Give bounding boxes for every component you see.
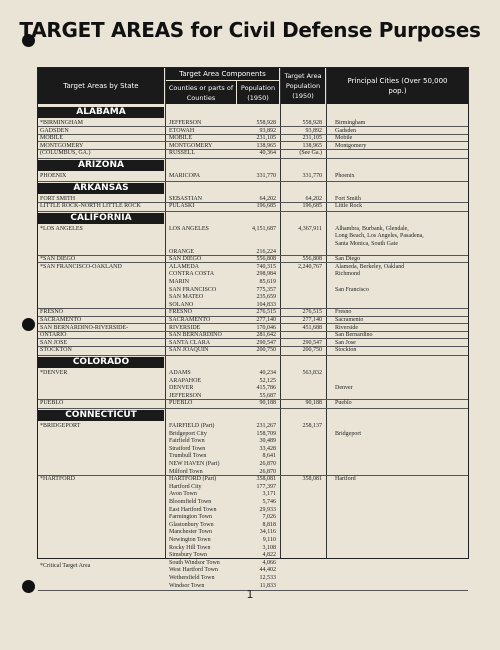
cell-city: Sacramento xyxy=(335,317,364,323)
cell-city: San Francisco xyxy=(335,286,369,293)
cell-population: 170,046 xyxy=(256,324,276,331)
cell-county: SANTA CLARA xyxy=(169,339,211,346)
cell-population: 9,110 xyxy=(262,537,276,543)
cell-area: *DENVER xyxy=(40,370,68,376)
cell-county: Farmington Town xyxy=(169,514,212,521)
state-band: CONNECTICUT xyxy=(38,410,164,421)
cell-population: 558,928 xyxy=(256,120,276,126)
cell-population: 8,641 xyxy=(262,453,276,460)
cell-city: Birmingham xyxy=(335,120,366,126)
cell-county: RUSSELL xyxy=(169,150,196,157)
cell-city: Montgomery xyxy=(335,142,367,149)
cell-population: 290,547 xyxy=(256,339,276,346)
cell-city: Alhambra, Burbank, Glendale, xyxy=(335,225,409,232)
cell-county: JEFFERSON xyxy=(169,392,202,399)
cell-area-population: 258,137 xyxy=(302,423,322,429)
cell-population: 12,533 xyxy=(259,575,276,581)
cell-city: San Jose xyxy=(335,339,356,346)
header-principal-cities: Principal Cities (Over 50,000 pop.) xyxy=(327,68,468,104)
cell-area-population: (See Ga.) xyxy=(299,150,322,157)
cell-city: Richmond xyxy=(335,271,360,278)
cell-county: FAIRFIELD (Part) xyxy=(169,423,215,429)
cell-area-population: 331,770 xyxy=(302,173,322,179)
cell-area-population: 4,367,911 xyxy=(298,225,322,232)
cell-area: SACRAMENTO xyxy=(40,317,82,323)
cell-county: West Hartford Town xyxy=(169,567,218,574)
cell-county: JEFFERSON xyxy=(169,120,202,126)
cell-county: MONTGOMERY xyxy=(169,142,213,149)
cell-population: 33,428 xyxy=(259,445,276,452)
cell-area-population: 358,081 xyxy=(302,476,322,483)
cell-area-population: 200,750 xyxy=(302,347,322,354)
cell-area-population: 64,202 xyxy=(305,195,322,202)
cell-population: 277,140 xyxy=(256,317,276,323)
cell-county: ETOWAH xyxy=(169,127,195,134)
header-area-population: Target Area Population (1950) xyxy=(281,68,325,104)
table-row xyxy=(38,399,468,407)
cell-population: 40,234 xyxy=(259,370,276,376)
cell-area: ONTARIO xyxy=(40,332,67,339)
cell-population: 4,151,687 xyxy=(252,225,276,232)
cell-city: Little Rock xyxy=(335,203,363,210)
cell-population: 26,870 xyxy=(259,461,276,467)
cell-city: Fort Smith xyxy=(335,195,361,202)
cell-area: LITTLE ROCK-NORTH LITTLE ROCK xyxy=(40,203,141,210)
cell-county: Milford Town xyxy=(169,468,203,475)
cell-area: FORT SMITH xyxy=(40,195,76,202)
cell-city: Stockton xyxy=(335,347,357,354)
cell-population: 138,965 xyxy=(256,142,276,149)
cell-city: Santa Monica, South Gate xyxy=(335,241,398,247)
state-band: ALABAMA xyxy=(38,107,164,118)
cell-population: 52,125 xyxy=(259,377,276,384)
cell-population: 177,397 xyxy=(256,483,276,490)
cell-city: San Diego xyxy=(335,256,361,263)
cell-population: 298,984 xyxy=(256,271,276,278)
cell-county: Glastonbury Town xyxy=(169,521,214,528)
cell-area: *HARTFORD xyxy=(40,476,75,483)
cell-county: MARIN xyxy=(169,279,190,285)
section-divider xyxy=(38,211,468,212)
cell-city: Fresno xyxy=(335,309,352,316)
cell-population: 55,687 xyxy=(259,392,276,399)
cell-population: 158,709 xyxy=(256,430,276,437)
cell-county: Bloomfield Town xyxy=(169,499,212,505)
cell-population: 30,489 xyxy=(259,438,276,445)
cell-area-population: 138,965 xyxy=(302,142,322,149)
header-counties: Counties or parts of Counties xyxy=(166,81,236,104)
state-band: COLORADO xyxy=(38,357,164,368)
cell-population: 44,402 xyxy=(259,567,276,574)
cell-population: 231,105 xyxy=(256,135,276,142)
cell-county: Simsbury Town xyxy=(169,552,207,559)
cell-city: Bridgeport xyxy=(335,430,361,437)
cell-area: GADSDEN xyxy=(40,127,69,134)
cell-population: 358,081 xyxy=(256,476,276,483)
cell-population: 40,364 xyxy=(259,150,276,157)
cell-area: *BRIDGEPORT xyxy=(40,423,81,429)
cell-county: LOS ANGELES xyxy=(169,225,209,232)
cell-population: 231,267 xyxy=(256,423,276,429)
cell-population: 11,833 xyxy=(259,582,276,589)
cell-city: San Bernardino xyxy=(335,332,373,339)
cell-population: 3,108 xyxy=(262,544,276,551)
cell-population: 4,822 xyxy=(262,552,276,559)
cell-population: 556,808 xyxy=(256,256,276,263)
cell-area: *SAN FRANCISCO-OAKLAND xyxy=(40,263,122,270)
cell-county: HARTFORD (Part) xyxy=(169,476,217,483)
cell-county: SAN FRANCISCO xyxy=(169,286,217,293)
cell-county: MOBILE xyxy=(169,135,192,142)
cell-city: Pueblo xyxy=(335,400,352,407)
cell-county: ARAPAHOE xyxy=(169,377,202,384)
cell-county: South Windsor Town xyxy=(169,559,220,566)
cell-city: Long Beach, Los Angeles, Pasadena, xyxy=(335,233,424,240)
cell-county: SOLANO xyxy=(169,301,194,308)
cell-population: 200,750 xyxy=(256,347,276,354)
cell-population: 281,642 xyxy=(256,332,276,339)
cell-population: 331,770 xyxy=(256,173,276,179)
section-divider xyxy=(38,355,468,356)
cell-county: Trumbull Town xyxy=(169,453,207,460)
cell-area-population: 231,105 xyxy=(302,135,322,142)
cell-population: 4,066 xyxy=(262,559,276,566)
footnote: *Critical Target Area xyxy=(40,563,91,569)
cell-population: 7,026 xyxy=(262,514,276,521)
cell-county: NEW HAVEN (Part) xyxy=(169,461,220,467)
cell-county: MARICOPA xyxy=(169,173,201,179)
cell-county: SAN MATEO xyxy=(169,294,204,301)
cell-area: FRESNO xyxy=(40,309,64,316)
cell-county: ADAMS xyxy=(169,370,191,376)
cell-county: SACRAMENTO xyxy=(169,317,211,323)
cell-county: PUEBLO xyxy=(169,400,193,407)
binder-hole-middle xyxy=(22,318,35,331)
page-title: TARGET AREAS for Civil Defense Purposes xyxy=(19,18,481,42)
cell-area-population: 558,928 xyxy=(302,120,322,126)
cell-county: SAN JOAQUIN xyxy=(169,347,209,354)
cell-city: Riverside xyxy=(335,324,358,331)
cell-county: PULASKI xyxy=(169,203,195,210)
cell-population: 64,202 xyxy=(259,195,276,202)
state-band: ARKANSAS xyxy=(38,183,164,194)
cell-city: Gadsden xyxy=(335,127,356,134)
cell-county: Hartford City xyxy=(169,483,202,490)
cell-population: 196,685 xyxy=(256,203,276,210)
cell-area: MONTGOMERY xyxy=(40,142,84,149)
cell-county: Manchester Town xyxy=(169,529,212,536)
cell-area-population: 276,515 xyxy=(302,309,322,316)
cell-population: 104,833 xyxy=(256,301,276,308)
cell-county: Fairfield Town xyxy=(169,438,205,445)
cell-city: Mobile xyxy=(335,135,353,142)
cell-population: 34,116 xyxy=(259,529,276,536)
cell-city: Alameda, Berkeley, Oakland xyxy=(335,263,405,270)
cell-county: DENVER xyxy=(169,385,194,392)
cell-area-population: 2,240,767 xyxy=(298,263,322,270)
cell-area-population: 90,188 xyxy=(305,400,322,407)
cell-county: Stratford Town xyxy=(169,445,206,452)
cell-county: Avon Town xyxy=(169,491,197,498)
cell-population: 216,224 xyxy=(256,248,276,255)
cell-population: 93,892 xyxy=(259,127,276,134)
cell-population: 29,933 xyxy=(259,506,276,513)
cell-area: *LOS ANGELES xyxy=(40,225,83,232)
cell-city: Phoenix xyxy=(335,173,355,179)
cell-area-population: 451,688 xyxy=(302,324,322,331)
header-population: Population (1950) xyxy=(237,81,279,104)
cell-population: 235,659 xyxy=(256,294,276,301)
cell-county: SEBASTIAN xyxy=(169,195,203,202)
cell-county: Bridgeport City xyxy=(169,430,207,437)
cell-city: Denver xyxy=(335,385,353,392)
cell-area-population: 196,685 xyxy=(302,203,322,210)
cell-county: Windsor Town xyxy=(169,582,205,589)
page-number: 1 xyxy=(246,588,254,601)
cell-area: PHOENIX xyxy=(40,173,67,179)
cell-area: MOBILE xyxy=(40,135,63,142)
cell-county: Rocky Hill Town xyxy=(169,544,211,551)
table-row xyxy=(38,172,468,180)
cell-area-population: 93,892 xyxy=(305,127,322,134)
table-row xyxy=(38,346,468,354)
section-divider xyxy=(38,408,468,409)
cell-population: 740,315 xyxy=(256,263,276,270)
table-row xyxy=(38,149,468,157)
cell-population: 90,188 xyxy=(259,400,276,407)
cell-area: (COLUMBUS, GA.) xyxy=(40,150,91,157)
table-row xyxy=(38,202,468,210)
cell-population: 775,357 xyxy=(256,286,276,293)
cell-population: 8,818 xyxy=(262,521,276,528)
section-divider xyxy=(38,158,468,159)
cell-population: 415,786 xyxy=(256,385,276,392)
cell-area: *BIRMINGHAM xyxy=(40,120,84,126)
cell-county: Wethersfield Town xyxy=(169,575,215,581)
cell-population: 276,515 xyxy=(256,309,276,316)
cell-county: ORANGE xyxy=(169,248,194,255)
cell-county: FRESNO xyxy=(169,309,193,316)
cell-area-population: 563,832 xyxy=(302,370,322,376)
section-divider xyxy=(38,181,468,182)
cell-area: *SAN DIEGO xyxy=(40,256,76,263)
state-band: CALIFORNIA xyxy=(38,213,164,224)
cell-area: STOCKTON xyxy=(40,347,72,354)
cell-county: SAN BERNARDINO xyxy=(169,332,222,339)
cell-area: SAN BERNARDINO-RIVERSIDE- xyxy=(40,324,129,331)
header-components: Target Area Components xyxy=(166,68,279,80)
cell-area-population: 277,140 xyxy=(302,317,322,323)
cell-city: Hartford xyxy=(335,476,356,483)
cell-area-population: 556,808 xyxy=(302,256,322,263)
cell-county: SAN DIEGO xyxy=(169,256,202,263)
cell-area: PUEBLO xyxy=(40,400,64,407)
cell-population: 3,171 xyxy=(262,491,276,498)
cell-area-population: 290,547 xyxy=(302,339,322,346)
cell-county: Newington Town xyxy=(169,537,211,543)
cell-population: 26,870 xyxy=(259,468,276,475)
cell-county: CONTRA COSTA xyxy=(169,271,215,278)
cell-county: RIVERSIDE xyxy=(169,324,201,331)
cell-county: East Hartford Town xyxy=(169,506,217,513)
header-state: Target Areas by State xyxy=(38,68,164,104)
cell-county: ALAMEDA xyxy=(169,263,199,270)
cell-area: SAN JOSE xyxy=(40,339,68,346)
cell-population: 5,746 xyxy=(262,499,276,505)
state-band: ARIZONA xyxy=(38,160,164,171)
cell-population: 85,619 xyxy=(259,279,276,285)
